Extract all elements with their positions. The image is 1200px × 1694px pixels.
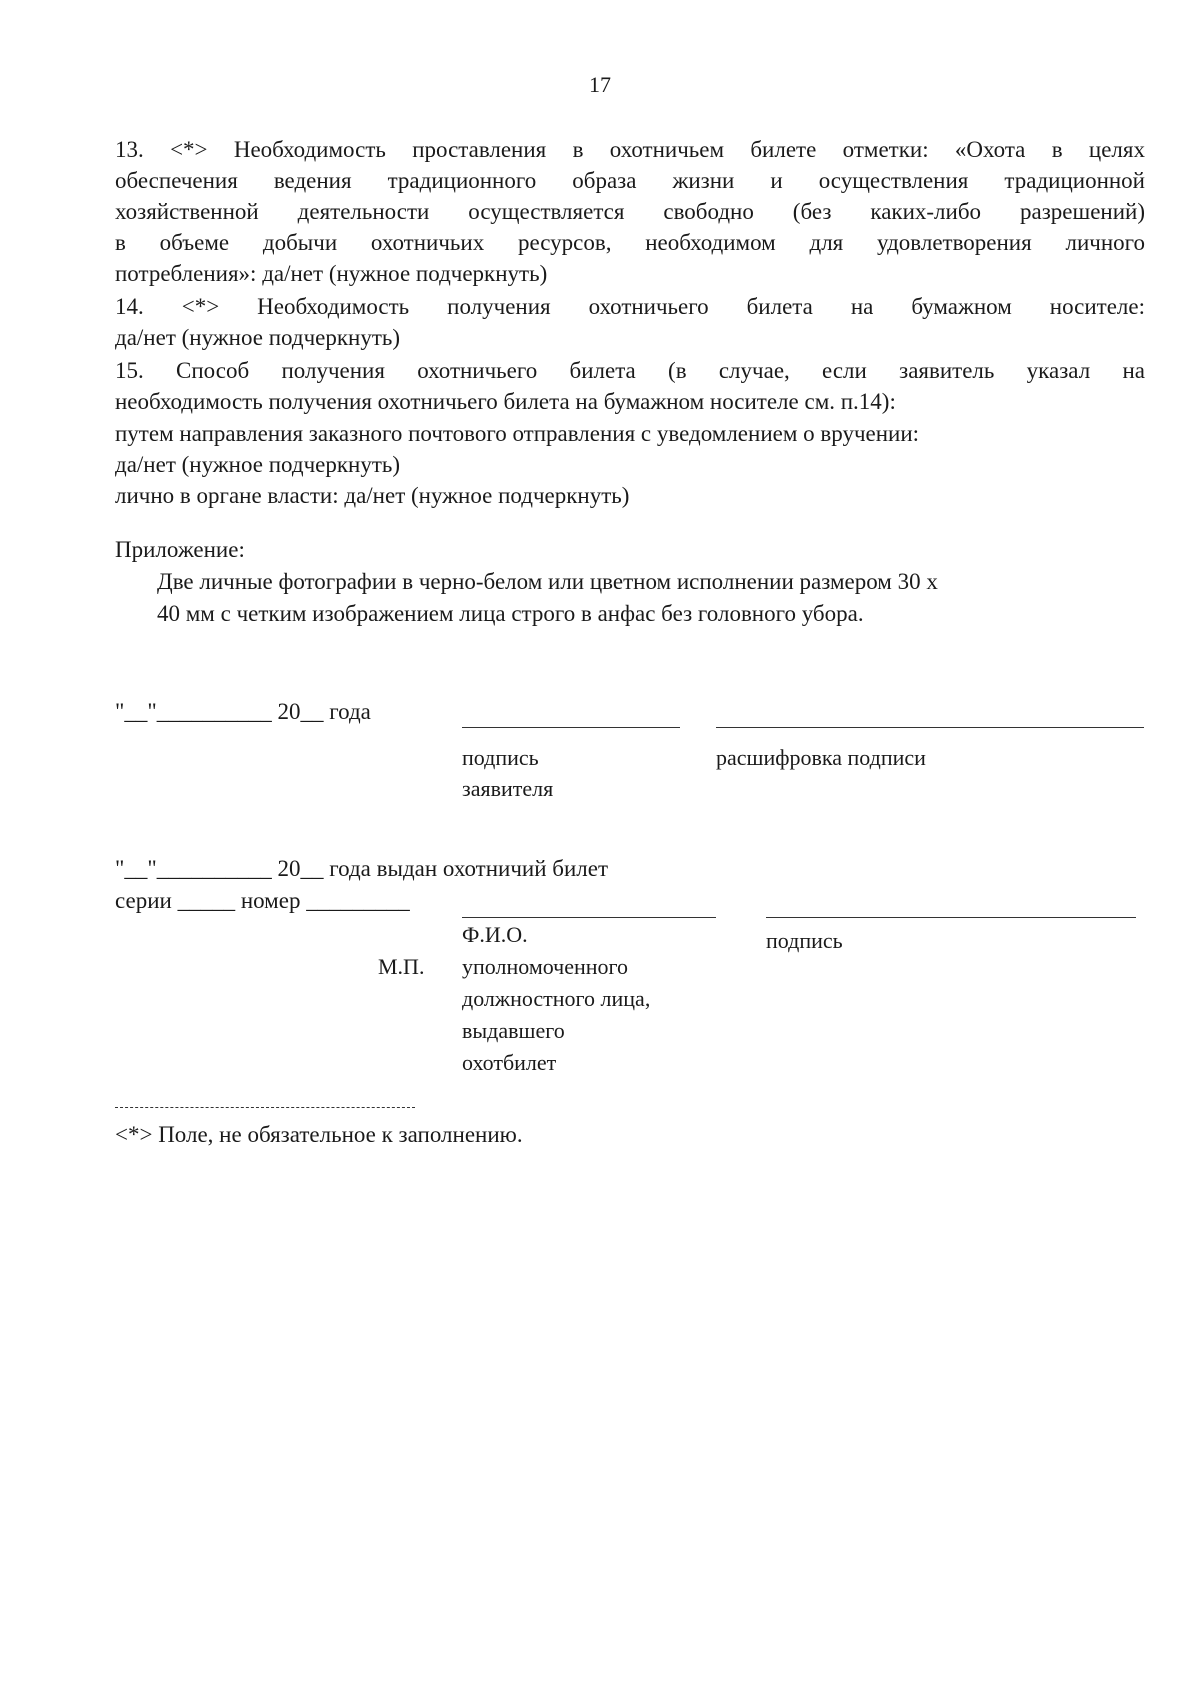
item-15-line-2: необходимость получения охотничьего билета на бумажном носителе см. п.14):: [115, 389, 896, 414]
applicant-decoding-line: [716, 727, 1144, 728]
applicant-signature-label-2: заявителя: [462, 776, 554, 801]
stamp-label: М.П.: [378, 954, 425, 979]
applicant-signature-line: [462, 727, 680, 728]
issue-signature-label: подпись: [766, 928, 843, 953]
applicant-signature-label-1: подпись: [462, 745, 539, 770]
item-13-line-4: в объеме добычи охотничьих ресурсов, необходимом для удовлетворения личного: [115, 230, 1145, 255]
item-15-mail-option: путем направления заказного почтового отправления с уведомлением о вручении:: [115, 421, 920, 446]
issue-fio-label-3: должностного лица,: [462, 986, 651, 1011]
issue-date-line: "__"__________ 20__ года выдан охотничий билет: [115, 856, 609, 881]
issue-fio-line: [462, 917, 716, 918]
issue-fio-label-1: Ф.И.О.: [462, 922, 528, 947]
item-15-mail-answer: да/нет (нужное подчеркнуть): [115, 452, 401, 477]
item-14-line-2: да/нет (нужное подчеркнуть): [115, 325, 401, 350]
page-number: 17: [589, 72, 611, 97]
issue-series-line: серии _____ номер _________: [115, 888, 410, 913]
issue-fio-label-4: выдавшего: [462, 1018, 565, 1043]
applicant-date-line: "__"__________ 20__ года: [115, 699, 371, 724]
issue-fio-label-5: охотбилет: [462, 1050, 557, 1075]
issue-fio-label-2: уполномоченного: [462, 954, 629, 979]
item-13-line-3: хозяйственной деятельности осуществляется свободно (без каких-либо разрешений): [115, 199, 1145, 224]
item-15-in-person-option: лично в органе власти: да/нет (нужное подчеркнуть): [115, 483, 630, 508]
footnote-separator: [115, 1107, 415, 1108]
item-15-line-1: 15. Способ получения охотничьего билета (в случае, если заявитель указал на: [115, 358, 1145, 383]
appendix-line-2: 40 мм с четким изображением лица строго в анфас без головного убора.: [157, 601, 864, 626]
applicant-decoding-label: расшифровка подписи: [716, 745, 926, 770]
issue-signature-line: [766, 917, 1136, 918]
appendix-heading: Приложение:: [115, 537, 245, 562]
footnote: <*> Поле, не обязательное к заполнению.: [115, 1122, 523, 1147]
item-14-line-1: 14. <*> Необходимость получения охотничьего билета на бумажном носителе:: [115, 294, 1145, 319]
item-13-line-5: потребления»: да/нет (нужное подчеркнуть): [115, 261, 548, 286]
item-13-line-2: обеспечения ведения традиционного образа жизни и осуществления традиционной: [115, 168, 1145, 193]
item-13-line-1: 13. <*> Необходимость проставления в охотничьем билете отметки: «Охота в целях: [115, 137, 1145, 162]
appendix-line-1: Две личные фотографии в черно-белом или цветном исполнении размером 30 х: [157, 569, 938, 594]
